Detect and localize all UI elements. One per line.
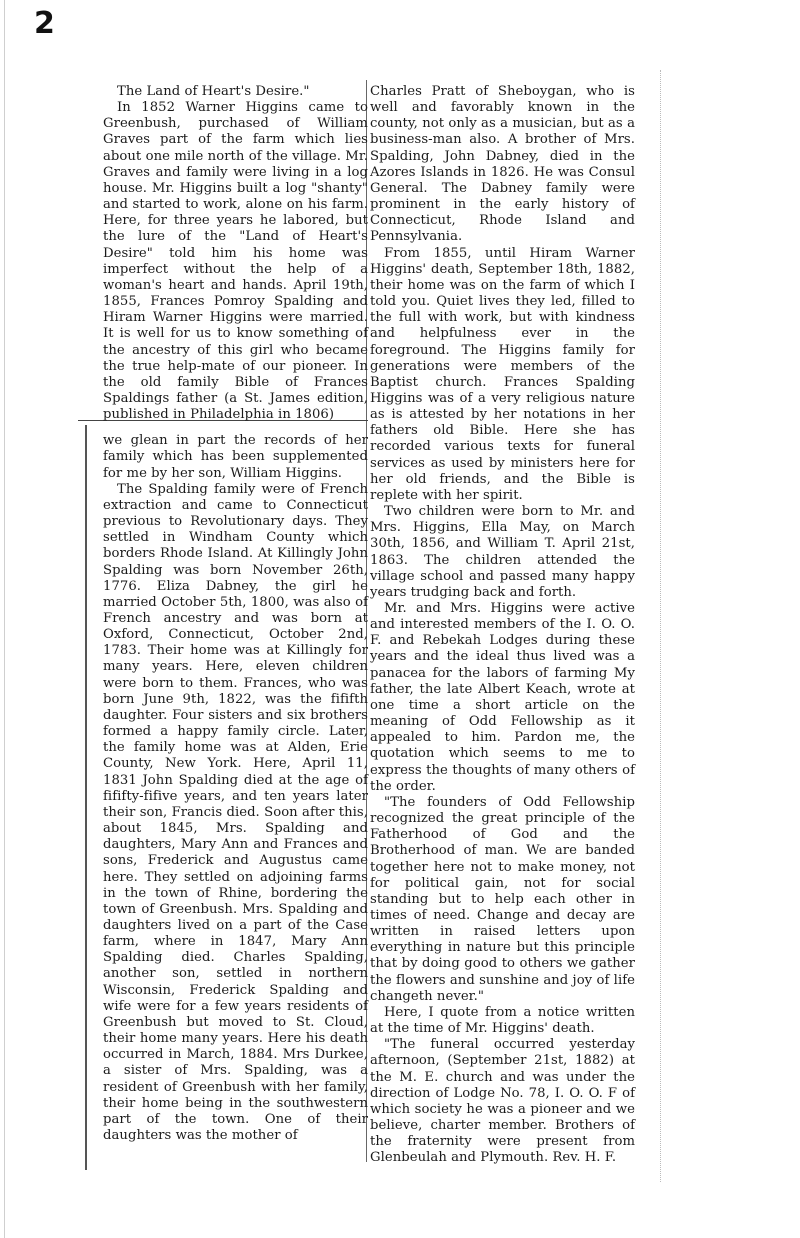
paragraph: Charles Pratt of Sheboygan, who is well and favorably known in the county, not only as a musician, but as a business-man also. A brother of Mrs. Spalding, John Dabney, died in the Azores Islands in 1826. He was Consul General. The Dabney family were prominent in the early history of Connecticut, Rhode Island and Pennsylvania. xyxy=(370,84,635,245)
clipping-left-edge xyxy=(85,425,87,1170)
paragraph: we glean in part the records of her family which has been supplemented for me by her son, William Higgins. xyxy=(103,433,368,481)
paragraph: Here, I quote from a notice written at the time of Mr. Higgins' death. xyxy=(370,1004,635,1037)
page-edge xyxy=(4,0,5,1238)
article-title: The Land of Heart's Desire." xyxy=(117,84,310,99)
page-number: 2 xyxy=(34,6,55,41)
paragraph: The Spalding family were of French extraction and came to Connecticut previous to Revolutionary days. They settled in Windham County which borders Rhode Island. At Killingly John Spalding was born November 26th, 1776. Eliza Dabney, the girl he married October 5th, 1800, was also of French ancestry and was born at Oxford, Connecticut, October 2nd, 1783. Their home was at Killingly for many years. Here, eleven children were born to them. Frances, who was born June 9th, 1822, was the fififth daughter. Four sisters and six brothers formed a happy family circle. Later, the family home was at Alden, Erie County, New York. Here, April 11, 1831 John Spalding died at the age of fififty-fifive years, and ten years later their son, Francis died. Soon after this, about 1845, Mrs. Spalding and daughters, Mary Ann and Frances and sons, Frederick and Augustus came here. They settled on adjoining farms in the town of Rhine, bordering the town of Greenbush. Mrs. Spalding and daughters lived on a part of the Case farm, where in 1847, Mary Ann Spalding died. Charles Spalding, another son, settled in northern Wisconsin, Frederick Spalding and wife were for a few years residents of Greenbush but moved to St. Cloud, their home many years. Here his death occurred in March, 1884. Mrs Durkee, a sister of Mrs. Spalding, was a resident of Greenbush with her family, their home being in the southwestern part of the town. One of their daughters was the mother of xyxy=(103,481,368,1143)
right-column xyxy=(370,84,635,1166)
paragraph: Mr. and Mrs. Higgins were active and interested members of the I. O. O. F. and Rebekah Lodges during these years and the ideal thus lived was a panacea for the labors of farming My father, the late Albert Keach, wrote at one time a short article on the meaning of Odd Fellowship as it appealed to him. Pardon me, the quotation which seems to me to express the thoughts of many others of the order. xyxy=(370,601,635,794)
paragraph: From 1855, until Hiram Warner Higgins' death, September 18th, 1882, their home was on the farm of which I told you. Quiet lives they led, filled to the full with work, but with kindness and helpfulness ever in the foreground. The Higgins family for generations were members of the Baptist church. Frances Spalding Higgins was of a very religious nature as is attested by her notations in her fathers old Bible. Here she has recorded various texts for funeral services as used by ministers here for her old friends, and the Bible is replete with her spirit. xyxy=(370,245,635,503)
paragraph: Two children were born to Mr. and Mrs. Higgins, Ella May, on March 30th, 1856, and William T. April 21st, 1863. The children attended the village school and passed many happy years trudging back and forth. xyxy=(370,504,635,600)
quotation: "The funeral occurred yesterday afternoon, (September 21st, 1882) at the M. E. church and was under the direction of Lodge No. 78, I. O. O. F of which society he was a pioneer and we believe, charter member. Brothers of the fraternity were present from Glenbeulah and Plymouth. Rev. H. F. xyxy=(370,1037,635,1166)
paragraph: In 1852 Warner Higgins came to Greenbush, purchased of William Graves part of the farm which lies about one mile north of the village. Mr. Graves and family were living in a log house. Mr. Higgins built a log "shanty" and started to work, alone on his farm. Here, for three years he labored, but the lure of the "Land of Heart's Desire" told him his home was imperfect without the help of a woman's heart and hands. April 19th, 1855, Frances Pomroy Spalding and Hiram Warner Higgins were married. It is well for us to know something of the ancestry of this girl who became the true help-mate of our pioneer. In the old family Bible of Frances Spaldings father (a St. James edition, published in Philadelphia in 1806) xyxy=(103,100,368,423)
quotation: "The founders of Odd Fellowship recognized the great principle of the Fatherhood of God and the Brotherhood of man. We are banded together here not to make money, not for political gain, not for social standing but to help each other in times of need. Change and decay are written in raised letters upon everything in nature but this principle that by doing good to others we gather the flowers and sunshine and joy of life changeth never." xyxy=(370,794,635,1004)
left-column xyxy=(103,84,368,1144)
